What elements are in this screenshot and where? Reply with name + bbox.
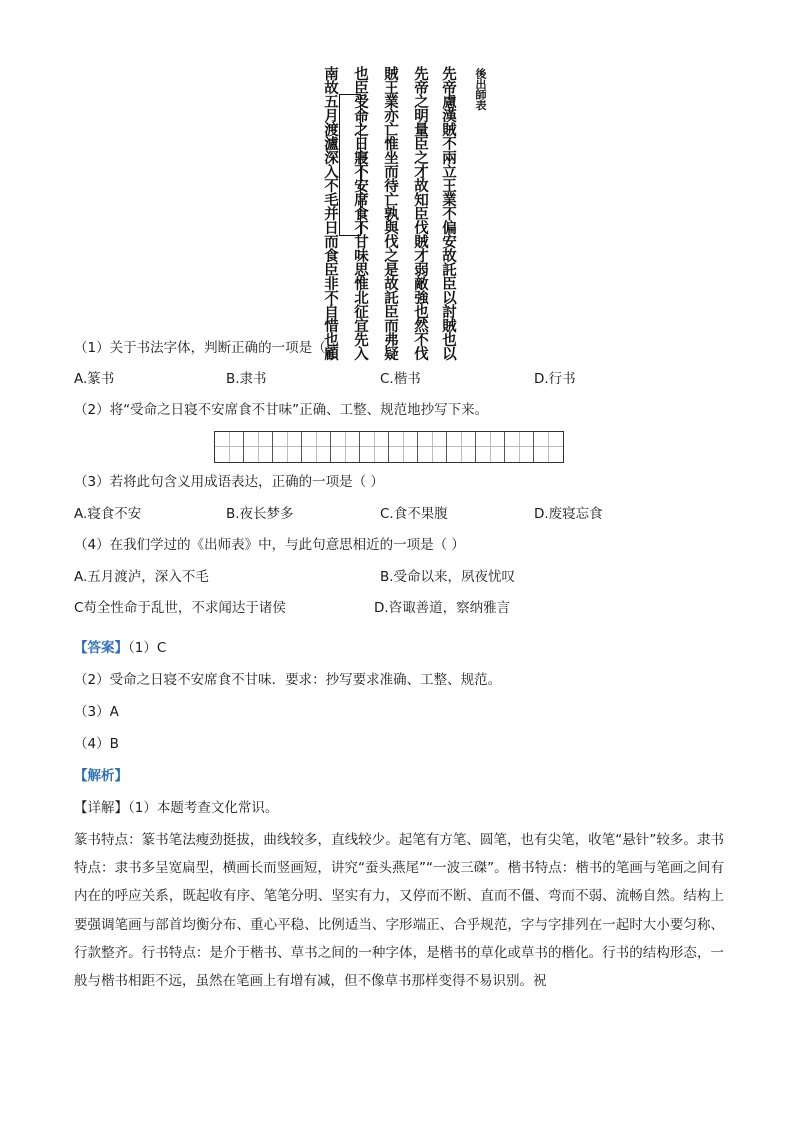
calligraphy-image bbox=[306, 60, 492, 360]
grid-cell[interactable] bbox=[505, 432, 534, 462]
q1-option-a: A.篆书 bbox=[74, 371, 115, 387]
analysis-paragraph: 篆书特点：篆书笔法瘦劲挺拔，曲线较多，直线较少。起笔有方笔、圆笔，也有尖笔，收笔“悬针”较多。隶书特点：隶书多呈宽扁型，横画长而竖画短，讲究“蚕头燕尾”“一波三磔”。楷书特点：楷书的笔画与笔画之间有内在的呼应关系，既起收有序、笔笔分明、坚实有力，又停而不断、直而不僵、弯而不弱、流畅自然。结构上要强调笔画与部首均衡分布、重心平稳、比例适当、字形端正、合乎规范，字与字排列在一起时大小要匀称、行款整齐。行书特点：是介于楷书、草书之间的一种字体，是楷书的草化或草书的楷化。行书的结构形态，一般与楷书相距不远，虽然在笔画上有增有减，但不像草书那样变得不易识别。祝 bbox=[74, 832, 724, 990]
answer-3: （3）A bbox=[74, 704, 119, 720]
grid-cell[interactable] bbox=[418, 432, 447, 462]
answer-label: 【答案】 bbox=[74, 640, 128, 656]
detail-text: （1）本题考查文化常识。 bbox=[128, 800, 279, 816]
calligraphy-column: 先帝慮漢賊不兩立王業不偏安故託臣以討賊也以 bbox=[440, 66, 457, 360]
calligraphy-column: 也臣受命之日寢不安席食不甘味思惟北征宜先入 bbox=[352, 66, 369, 360]
question-1-stem: （1）关于书法字体，判断正确的一项是（ ） bbox=[74, 340, 344, 356]
calligraphy-column: 南故五月渡瀘深入不毛并日而食臣非不自惜也顧 bbox=[322, 66, 339, 360]
analysis-label: 【解析】 bbox=[74, 768, 128, 784]
writing-grid[interactable] bbox=[214, 431, 564, 463]
grid-cell[interactable] bbox=[534, 432, 563, 462]
q1-option-c: C.楷书 bbox=[380, 371, 421, 387]
question-4-stem: （4）在我们学过的《出师表》中，与此句意思相近的一项是（ ） bbox=[74, 537, 465, 553]
grid-cell[interactable] bbox=[389, 432, 418, 462]
grid-cell[interactable] bbox=[215, 432, 244, 462]
grid-cell[interactable] bbox=[302, 432, 331, 462]
q3-option-a: A.寝食不安 bbox=[74, 506, 142, 522]
detail-line bbox=[74, 798, 278, 818]
answer-4: （4）B bbox=[74, 736, 119, 752]
calligraphy-column: 賊王業亦亡惟坐而待亡孰與伐之是故託臣而弗疑 bbox=[382, 66, 399, 360]
calligraphy-column-title: 後出師表 bbox=[474, 68, 487, 110]
question-2-stem: （2）将“受命之日寝不安席食不甘味”正确、工整、规范地抄写下来。 bbox=[74, 402, 489, 418]
q4-option-d: D.咨诹善道，察纳雅言 bbox=[374, 600, 511, 616]
question-3-stem: （3）若将此句含义用成语表达，正确的一项是（ ） bbox=[74, 474, 384, 490]
q4-option-a: A.五月渡泸，深入不毛 bbox=[74, 569, 209, 585]
answer-line-1 bbox=[74, 638, 166, 658]
grid-cell[interactable] bbox=[447, 432, 476, 462]
q3-option-c: C.食不果腹 bbox=[380, 506, 448, 522]
detail-label: 【详解】 bbox=[74, 800, 128, 816]
q4-option-c: C苟全性命于乱世，不求闻达于诸侯 bbox=[74, 600, 286, 616]
grid-cell[interactable] bbox=[331, 432, 360, 462]
calligraphy-column: 先帝之明量臣之才故知臣伐賊才弱敵強也然不伐 bbox=[412, 66, 429, 360]
q1-option-d: D.行书 bbox=[534, 371, 576, 387]
grid-cell[interactable] bbox=[476, 432, 505, 462]
grid-cell[interactable] bbox=[360, 432, 389, 462]
q3-option-d: D.废寝忘食 bbox=[534, 506, 603, 522]
grid-cell[interactable] bbox=[273, 432, 302, 462]
grid-cell[interactable] bbox=[244, 432, 273, 462]
q4-option-b: B.受命以来，夙夜忧叹 bbox=[380, 569, 516, 585]
answer-2: （2）受命之日寝不安席食不甘味．要求：抄写要求准确、工整、规范。 bbox=[74, 672, 502, 688]
answer-1: （1）C bbox=[128, 640, 167, 656]
highlight-box bbox=[339, 94, 361, 236]
q3-option-b: B.夜长梦多 bbox=[226, 506, 294, 522]
q1-option-b: B.隶书 bbox=[226, 371, 267, 387]
